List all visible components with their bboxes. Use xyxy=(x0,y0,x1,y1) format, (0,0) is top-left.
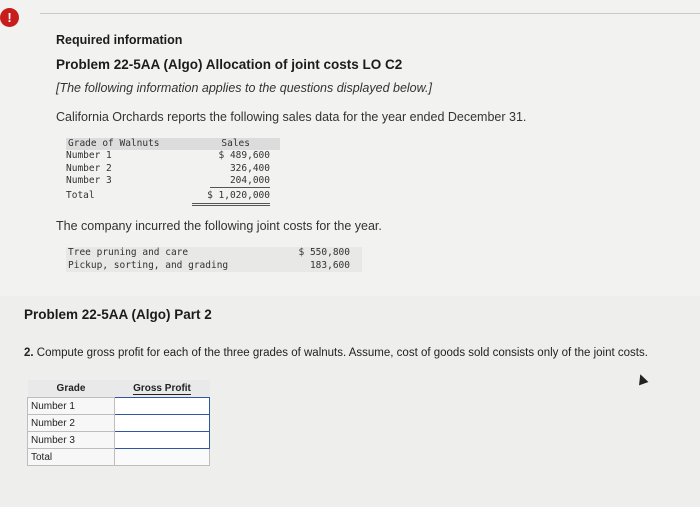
sales-total-value: $ 1,020,000 xyxy=(207,189,270,201)
sales-table-header xyxy=(66,138,280,150)
table-row xyxy=(28,398,210,415)
grade-cell: Number 2 xyxy=(28,415,115,432)
cost-row xyxy=(66,247,362,260)
total-double-rule-2 xyxy=(192,205,270,206)
sales-row-label: Number 1 xyxy=(66,150,112,161)
mouse-cursor-icon xyxy=(636,373,649,386)
gross-profit-cell[interactable] xyxy=(115,432,210,449)
gross-profit-header-row xyxy=(28,380,210,398)
grade-column-header: Grade of Walnuts xyxy=(68,138,160,149)
gross-profit-header xyxy=(115,380,210,398)
sales-row-label: Number 2 xyxy=(66,162,112,174)
gross-profit-cell[interactable] xyxy=(115,398,210,415)
sales-row-value: 326,400 xyxy=(229,162,270,174)
grade-cell: Number 3 xyxy=(28,432,115,449)
sales-row xyxy=(66,163,280,176)
joint-costs-intro-text: The company incurred the following joint costs for the year. xyxy=(56,219,382,233)
instruction-number: 2. xyxy=(24,347,34,359)
top-divider xyxy=(40,13,700,14)
grade-cell: Number 1 xyxy=(28,398,115,415)
cost-row-value: 183,600 xyxy=(309,259,350,271)
table-row xyxy=(28,449,210,466)
sales-row xyxy=(66,150,280,163)
part-title: Problem 22-5AA (Algo) Part 2 xyxy=(24,307,212,322)
sales-row-label: Number 3 xyxy=(66,175,112,186)
gross-profit-input-number-3[interactable] xyxy=(118,431,210,449)
cost-row-label: Tree pruning and care xyxy=(68,247,189,258)
sales-data-table xyxy=(66,138,280,202)
table-row xyxy=(28,432,210,449)
sales-total-label: Total xyxy=(66,189,95,201)
instruction-body: Compute gross profit for each of the three grades of walnuts. Assume, cost of goods sold consists only of the joint costs. xyxy=(36,347,648,359)
total-double-rule xyxy=(192,203,270,204)
subtotal-rule xyxy=(210,187,270,188)
gross-profit-header-label: Gross Profit xyxy=(133,383,191,394)
sales-row-value: 204,000 xyxy=(229,175,270,186)
sales-row xyxy=(66,175,280,188)
gross-profit-cell[interactable] xyxy=(115,415,210,432)
sales-column-header: Sales xyxy=(221,138,250,149)
sales-intro-text: California Orchards reports the following sales data for the year ended December 31. xyxy=(56,110,527,124)
gross-profit-input-total[interactable] xyxy=(118,448,210,466)
gross-profit-total-cell[interactable] xyxy=(115,449,210,466)
gross-profit-input-number-1[interactable] xyxy=(118,397,210,415)
cost-row xyxy=(66,260,362,273)
gross-profit-table xyxy=(27,380,210,466)
table-row xyxy=(28,415,210,432)
joint-costs-table xyxy=(66,247,362,272)
problem-title: Problem 22-5AA (Algo) Allocation of joint costs LO C2 xyxy=(56,57,403,72)
cost-row-value: $ 550,800 xyxy=(298,247,350,258)
applies-note: [The following information applies to the questions displayed below.] xyxy=(56,81,432,95)
grade-cell: Total xyxy=(28,449,115,466)
grade-header: Grade xyxy=(28,380,115,398)
required-information-heading: Required information xyxy=(56,33,183,47)
cost-row-label: Pickup, sorting, and grading xyxy=(68,259,229,271)
gross-profit-input-number-2[interactable] xyxy=(118,414,210,432)
sales-total-row xyxy=(66,190,280,203)
instructions-text xyxy=(24,347,648,359)
alert-icon: ! xyxy=(0,8,19,27)
sales-row-value: $ 489,600 xyxy=(218,150,270,161)
